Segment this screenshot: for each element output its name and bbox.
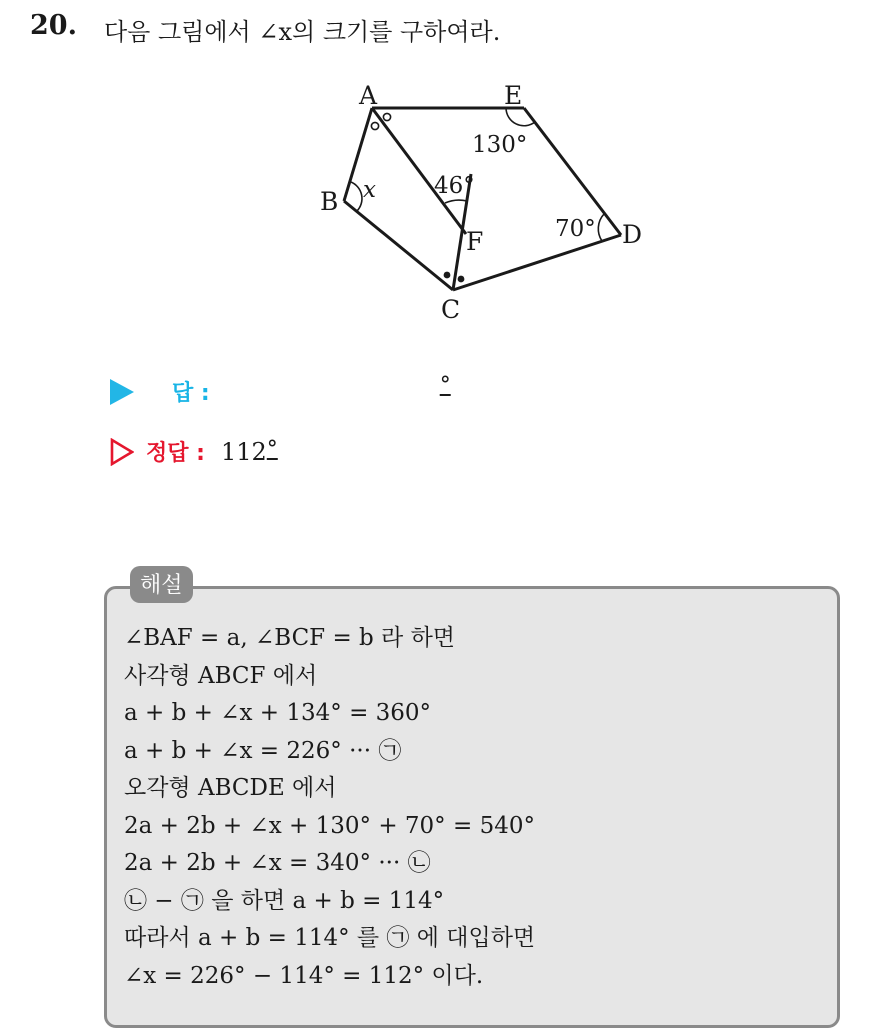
geometry-figure <box>300 76 670 332</box>
solution-tag: 해설 <box>130 566 193 603</box>
solution-line: ∠BAF = a, ∠BCF = b 라 하면 <box>124 625 456 651</box>
play-arrow-icon <box>110 379 134 405</box>
point-label-b: B <box>320 187 339 216</box>
solution-line: 따라서 a + b = 114° 를 ㉠ 에 대입하면 <box>124 925 536 951</box>
point-label-f: F <box>466 227 484 256</box>
angle-arc-d <box>598 214 604 241</box>
solution-line: a + b + ∠x = 226° ··· ㉠ <box>124 737 402 764</box>
angle-label-70: 70° <box>555 216 596 242</box>
correct-answer-label: 정답 : <box>146 441 205 466</box>
solution-line: a + b + ∠x + 134° = 360° <box>124 700 432 726</box>
question-text: 다음 그림에서 ∠x의 크기를 구하여라. <box>104 18 501 46</box>
edge-cb <box>344 201 453 290</box>
angle-labels <box>363 132 596 242</box>
answer-label: 답 : <box>172 381 210 406</box>
equal-dot-c1 <box>444 272 451 279</box>
answer-unit: ° <box>439 373 451 398</box>
solution-line: 오각형 ABCDE 에서 <box>124 775 337 801</box>
solution-line: 2a + 2b + ∠x = 340° ··· ㉡ <box>124 850 431 876</box>
solution-line: 사각형 ABCF 에서 <box>124 662 318 689</box>
angle-arc-f <box>445 200 467 203</box>
point-label-d: D <box>622 220 643 249</box>
equal-dot-c2 <box>458 276 465 283</box>
correct-answer-unit: ° <box>266 436 278 462</box>
answer-row <box>110 373 451 407</box>
equal-mark-a2 <box>383 113 390 120</box>
solution-line: ㉡ − ㉠ 을 하면 a + b = 114° <box>124 887 445 914</box>
angle-label-x: x <box>363 177 376 203</box>
point-label-c: C <box>441 295 461 324</box>
equal-mark-a1 <box>371 122 378 129</box>
segment-af <box>372 108 466 234</box>
point-label-a: A <box>359 81 378 110</box>
question-number: 20. <box>30 10 77 41</box>
point-label-e: E <box>504 81 523 110</box>
correct-answer-row <box>110 436 278 467</box>
angle-label-130: 130° <box>472 132 528 158</box>
angle-label-46: 46° <box>434 173 475 199</box>
outline-arrow-icon <box>110 438 134 466</box>
correct-answer-number: 112 <box>220 437 267 466</box>
correct-answer-value <box>221 438 278 466</box>
solution-lines <box>124 620 535 995</box>
solution-line: 2a + 2b + ∠x + 130° + 70° = 540° <box>124 812 535 839</box>
solution-line: ∠x = 226° − 114° = 112° 이다. <box>124 962 484 989</box>
